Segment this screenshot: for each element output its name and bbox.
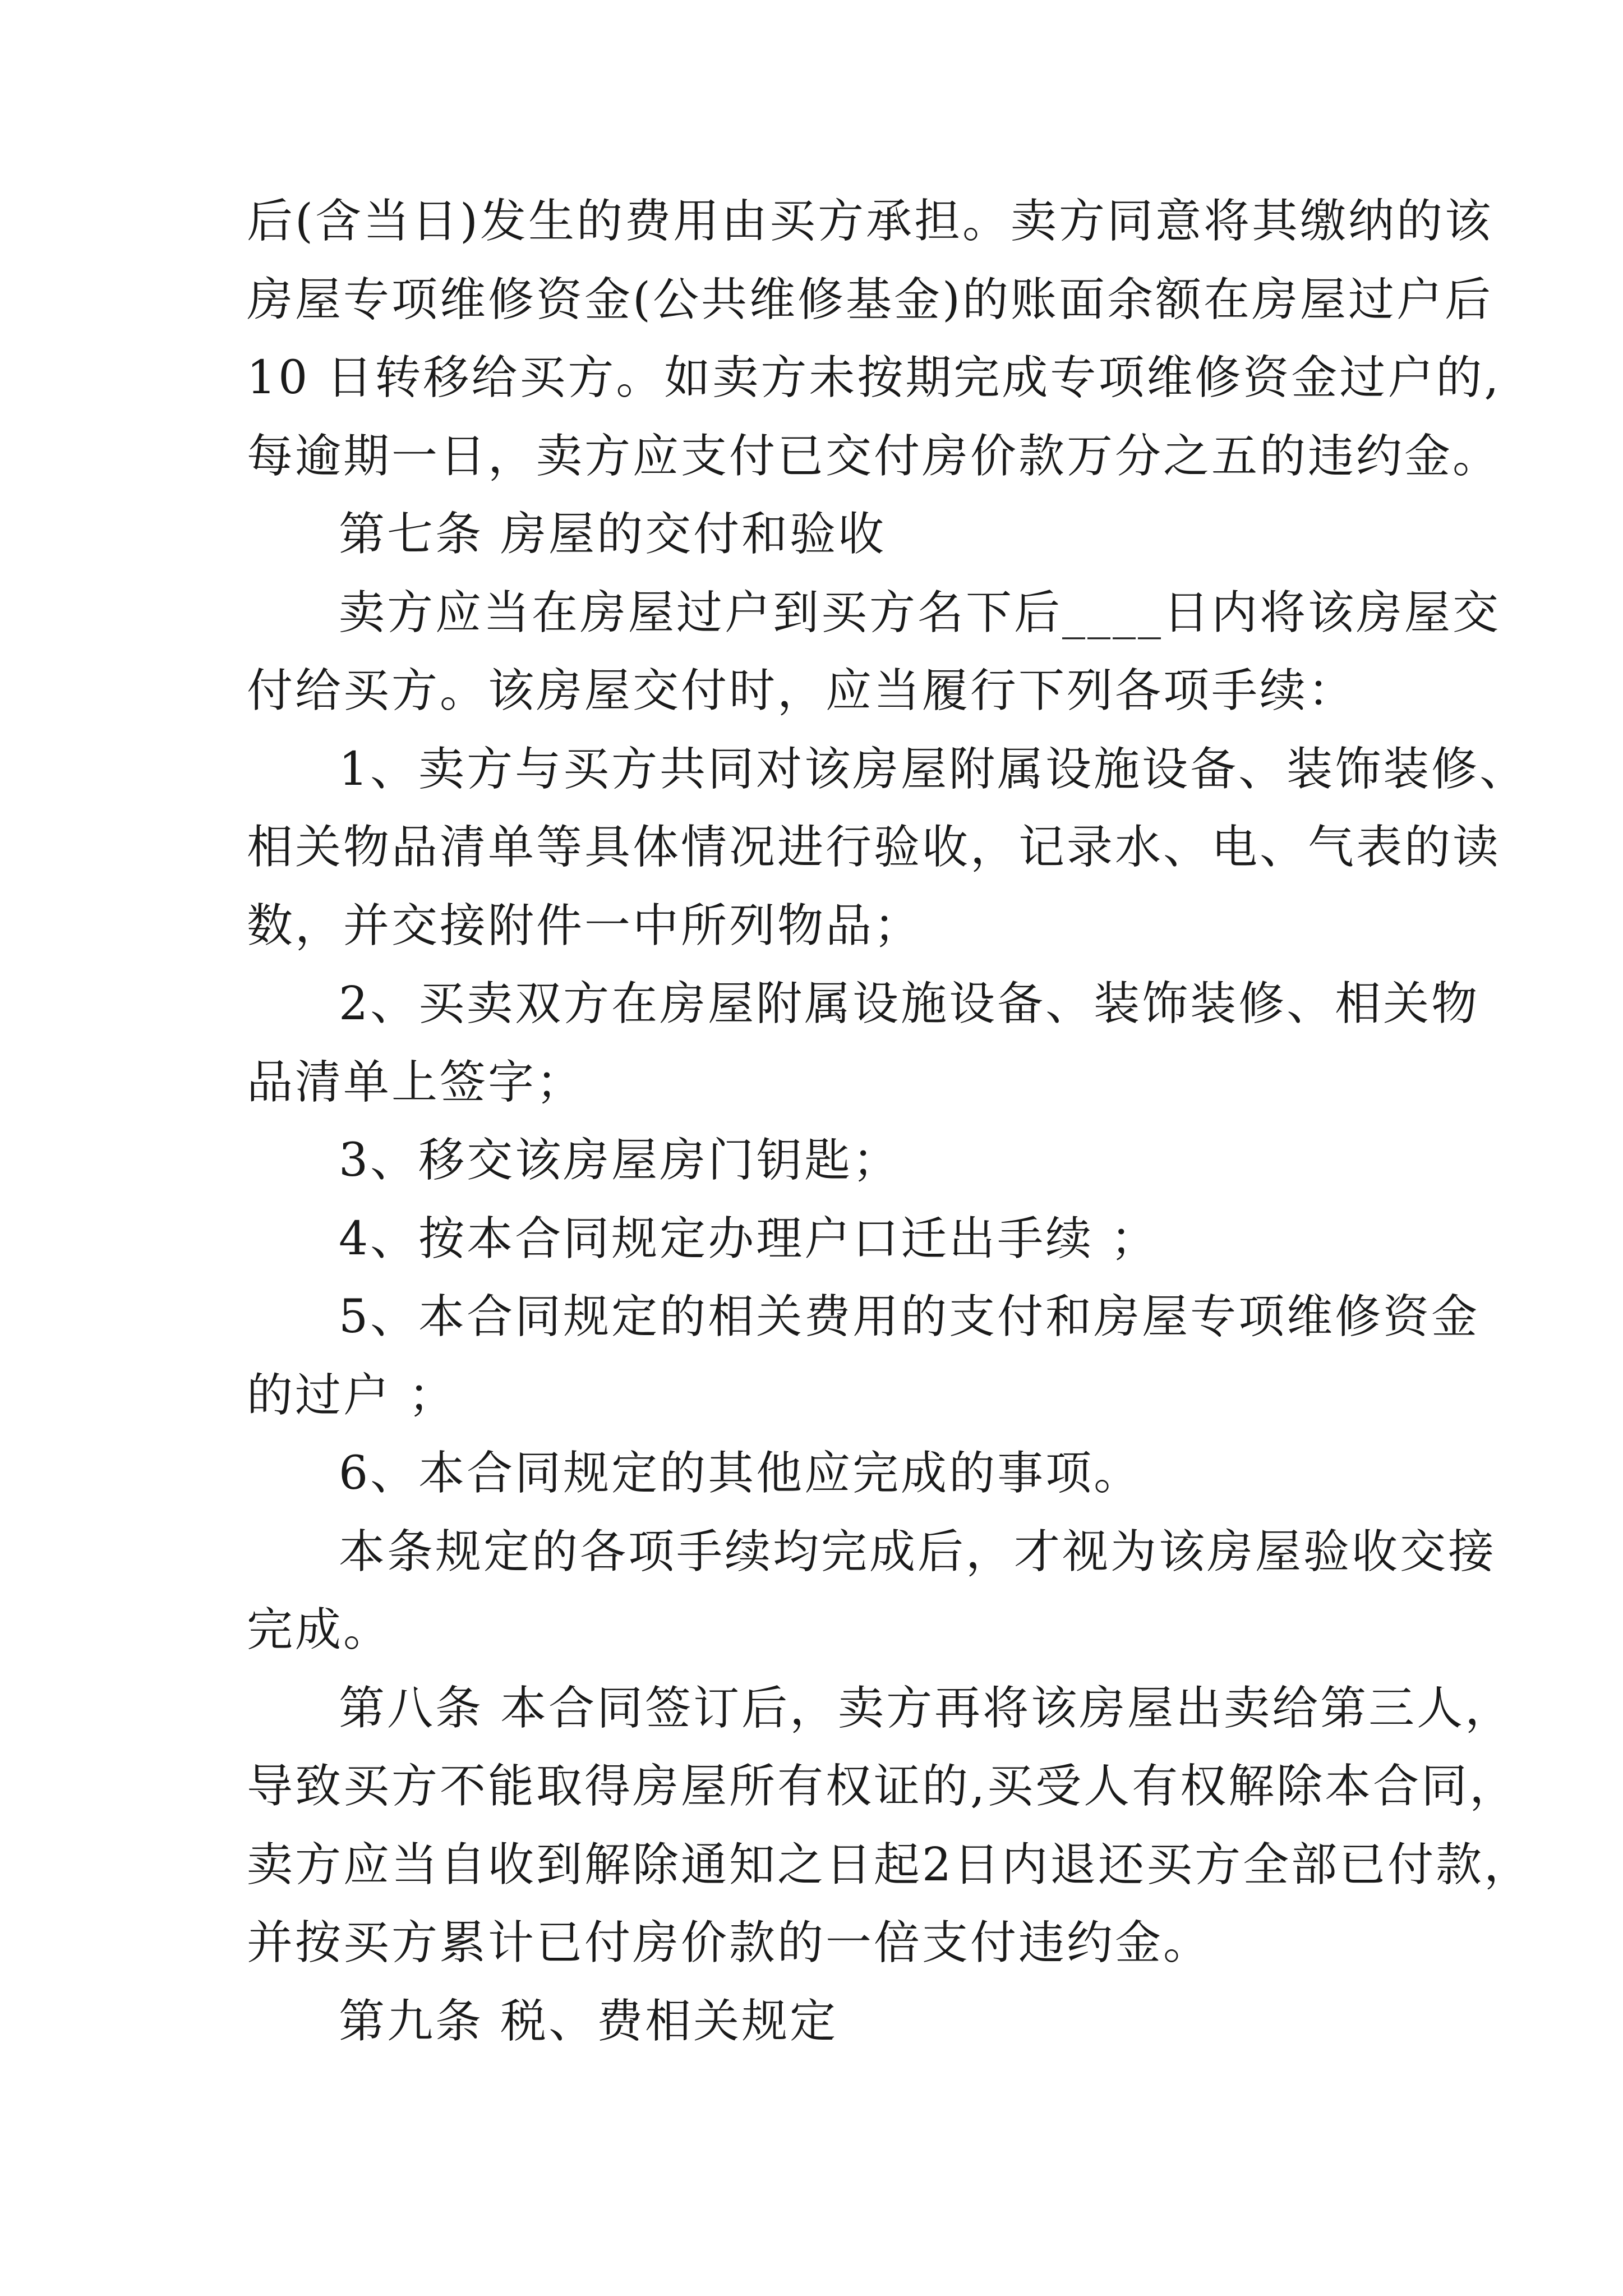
text-line: 的过户 ； <box>247 1368 457 1422</box>
list-item-1: 1、卖方与买方共同对该房屋附属设施设备、装饰装修、 <box>339 742 1528 796</box>
text-line: 每逾期一日，卖方应支付已交付房价款万分之五的违约金。 <box>247 429 1501 483</box>
text-line: 房屋专项维修资金(公共维修基金)的账面余额在房屋过户后 <box>247 273 1493 326</box>
text-line: 数，并交接附件一中所列物品； <box>247 899 923 953</box>
text-line: 付给买方。该房屋交付时，应当履行下列各项手续： <box>247 664 1357 717</box>
text-line: 完成。 <box>247 1603 392 1657</box>
list-item-2: 2、买卖双方在房屋附属设施设备、装饰装修、相关物 <box>339 977 1480 1030</box>
section-heading-article-7: 第七条 房屋的交付和验收 <box>339 508 887 561</box>
text-line: 导致买方不能取得房屋所有权证的,买受人有权解除本合同， <box>247 1760 1518 1813</box>
section-heading-article-9: 第九条 税、费相关规定 <box>339 1994 838 2048</box>
text-line: 本条规定的各项手续均完成后，才视为该房屋验收交接 <box>339 1525 1497 1579</box>
text-line: 相关物品清单等具体情况进行验收，记录水、电、气表的读 <box>247 821 1501 874</box>
text-line: 后(含当日)发生的费用由买方承担。卖方同意将其缴纳的该 <box>247 195 1493 248</box>
section-heading-article-8: 第八条 本合同签订后，卖方再将该房屋出卖给第三人， <box>339 1681 1514 1735</box>
text-line: 并按买方累计已付房价款的一倍支付违约金。 <box>247 1916 1212 1970</box>
list-item-4: 4、按本合同规定办理户口迁出手续 ； <box>339 1212 1159 1266</box>
text-line: 卖方应当自收到解除通知之日起2日内退还买方全部已付款， <box>247 1838 1533 1892</box>
list-item-6: 6、本合同规定的其他应完成的事项。 <box>339 1447 1142 1500</box>
text-line: 10 日转移给买方。如卖方未按期完成专项维修资金过户的, <box>247 351 1501 404</box>
text-line: 卖方应当在房屋过户到买方名下后____日内将该房屋交 <box>339 586 1501 639</box>
list-item-3: 3、移交该房屋房门钥匙； <box>339 1134 901 1187</box>
list-item-5: 5、本合同规定的相关费用的支付和房屋专项维修资金 <box>339 1290 1480 1343</box>
document-body <box>247 182 1533 2060</box>
text-line: 品清单上签字； <box>247 1055 585 1109</box>
